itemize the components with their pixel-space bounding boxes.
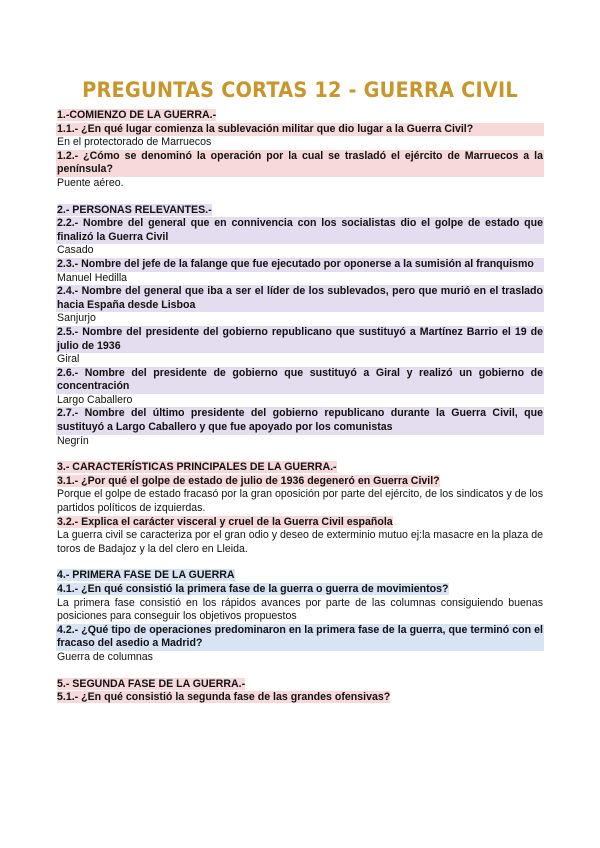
- section-4: [56, 569, 544, 664]
- section-heading: 5.- SEGUNDA FASE DE LA GUERRA.-: [57, 677, 246, 690]
- answer: Negrín: [57, 434, 89, 447]
- answer: Porque el golpe de estado fracasó por la gran oposición por parte del ejército, de los sindicatos y de los partidos políticos de izquierdas.: [57, 488, 543, 515]
- answer: Puente aéreo.: [57, 176, 124, 189]
- question: 2.2.- Nombre del general que en connivencia con los socialistas dio el golpe de estado que finalizó la Guerra Civil: [57, 217, 543, 243]
- question: 3.1.- ¿Por qué el golpe de estado de julio de 1936 degeneró en Guerra Civil?: [57, 474, 440, 487]
- answer: Giral: [57, 353, 80, 366]
- section-heading: 1.-COMIENZO DE LA GUERRA.-: [57, 109, 217, 121]
- section-1: [56, 109, 544, 191]
- answer: Largo Caballero: [57, 393, 133, 406]
- question: 5.1.- ¿En qué consistió la segunda fase de las grandes ofensivas?: [57, 691, 391, 704]
- section-3: [56, 461, 544, 556]
- document-content: [56, 109, 544, 705]
- question: 2.7.- Nombre del último presidente del gobierno republicano durante la Guerra Civil, que sustituyó a Largo Caballero y que fue apoyado por los comunistas: [57, 407, 543, 434]
- question: 3.2.- Explica el carácter visceral y cruel de la Guerra Civil española: [57, 515, 393, 528]
- question: 2.4.- Nombre del general que iba a ser el líder de los sublevados, pero que murió en el traslado hacia España desde Lisboa: [57, 285, 543, 311]
- section-5: [56, 678, 544, 705]
- section-heading: 3.- CARACTERÍSTICAS PRINCIPALES DE LA GUERRA.-: [57, 461, 337, 474]
- answer: Manuel Hedilla: [57, 271, 128, 284]
- section-heading: 4.- PRIMERA FASE DE LA GUERRA: [57, 569, 235, 582]
- answer: La primera fase consistió en los rápidos avances por parte de las columnas consiguiendo buenas posiciones para conseguir los objetivos propuestos: [57, 596, 543, 623]
- question: 1.1.- ¿En qué lugar comienza la sublevación militar que dio lugar a la Guerra Civil?: [56, 123, 544, 137]
- question: 1.2.- ¿Cómo se denominó la operación por la cual se trasladó el ejército de Marruecos a la península?: [57, 149, 543, 176]
- section-2: [56, 204, 544, 449]
- question: 2.5.- Nombre del presidente del gobierno republicano que sustituyó a Martínez Barrio el 19 de julio de 1936: [57, 325, 543, 352]
- question: 4.2.- ¿Qué tipo de operaciones predominaron en la primera fase de la guerra, que terminó con el fracaso del asedio a Madrid?: [57, 623, 543, 650]
- answer: En el protectorado de Marruecos: [57, 136, 212, 149]
- answer: Sanjurjo: [57, 312, 96, 325]
- question: 4.1.- ¿En qué consistió la primera fase de la guerra o guerra de movimientos?: [57, 583, 449, 595]
- answer: Casado: [57, 244, 94, 257]
- question: 2.6.- Nombre del presidente de gobierno que sustituyó a Giral y realizó un gobierno de concentración: [57, 366, 543, 393]
- page-title: PREGUNTAS CORTAS 12 - GUERRA CIVIL: [82, 78, 518, 102]
- answer: La guerra civil se caracteriza por el gran odio y deseo de exterminio mutuo ej:la masacre en la plaza de toros de Badajoz y la del clero en Lleida.: [57, 529, 543, 555]
- answer: Guerra de columnas: [57, 650, 153, 663]
- question: 2.3.- Nombre del jefe de la falange que fue ejecutado por oponerse a la sumisión al franquismo: [56, 258, 544, 272]
- section-heading: 2.- PERSONAS RELEVANTES.-: [57, 203, 212, 216]
